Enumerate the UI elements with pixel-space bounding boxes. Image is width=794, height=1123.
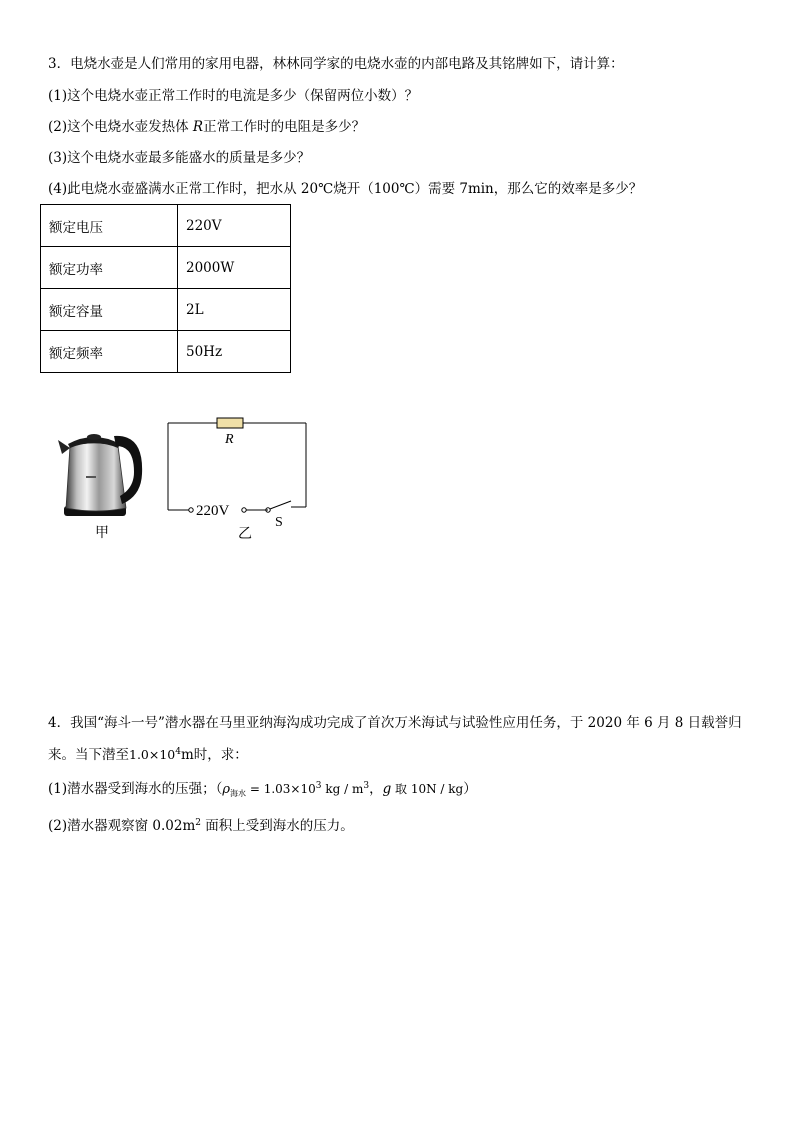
q3-part2-var: R bbox=[192, 119, 204, 135]
source-terminal-left bbox=[189, 508, 193, 512]
table-cell-label: 额定频率 bbox=[41, 331, 178, 373]
q3-part3: (3)这个电烧水壶最多能盛水的质量是多少？ bbox=[48, 150, 311, 166]
q4-density-unit: kg / m bbox=[321, 782, 364, 796]
nameplate-table bbox=[40, 204, 291, 373]
q4-intro-2c: m时，求： bbox=[181, 747, 248, 763]
table-cell-value: 2000W bbox=[178, 247, 291, 289]
circuit-diagram bbox=[160, 410, 320, 530]
figure-a-caption: 甲 bbox=[95, 525, 109, 541]
q4-depth-exponent: 4 bbox=[175, 747, 181, 757]
rho-subscript: 海水 bbox=[230, 789, 247, 798]
resistor-symbol bbox=[217, 418, 243, 428]
q4-intro-line2 bbox=[48, 746, 248, 764]
table-cell-value: 2L bbox=[178, 289, 291, 331]
kettle-image bbox=[56, 424, 148, 524]
q3-part2 bbox=[48, 118, 365, 136]
source-terminal-right bbox=[242, 508, 246, 512]
q4-unit-exponent: 3 bbox=[363, 781, 370, 791]
q4-part2-a: (2)潜水器观察窗 0.02m bbox=[48, 818, 196, 834]
source-label: 220V bbox=[196, 503, 230, 519]
q4-intro-2a: 来。当下潜至 bbox=[48, 747, 129, 763]
table-cell-label: 额定电压 bbox=[41, 205, 178, 247]
g-symbol: g bbox=[382, 781, 392, 797]
q4-density-value: = 1.03×10 bbox=[246, 782, 316, 796]
q4-intro-line1: 4．我国“海斗一号”潜水器在马里亚纳海沟成功完成了首次万米海试与试验性应用任务，于 2020 年 6 月 8 日载誉归 bbox=[48, 715, 742, 731]
switch-blade bbox=[270, 501, 291, 509]
q4-part1 bbox=[48, 780, 477, 799]
q3-part4: (4)此电烧水壶盛满水正常工作时，把水从 20℃烧开（100℃）需要 7min，那么它的效率是多少？ bbox=[48, 181, 643, 197]
table-row bbox=[41, 289, 291, 331]
q4-density-exponent: 3 bbox=[315, 781, 322, 791]
q4-part2-b: 面积上受到海水的压力。 bbox=[201, 818, 354, 834]
table-cell-value: 220V bbox=[178, 205, 291, 247]
q4-part1-a: (1)潜水器受到海水的压强；（ bbox=[48, 781, 223, 797]
q3-part2-b: 正常工作时的电阻是多少？ bbox=[203, 119, 366, 135]
rho-symbol: ρ bbox=[222, 782, 231, 797]
table-row bbox=[41, 331, 291, 373]
q4-part1-sep: ， bbox=[369, 781, 383, 797]
resistor-label: R bbox=[225, 432, 234, 447]
q4-part2 bbox=[48, 817, 354, 835]
q3-intro: 3．电烧水壶是人们常用的家用电器，林林同学家的电烧水壶的内部电路及其铭牌如下，请计算： bbox=[48, 56, 624, 72]
q4-part1-close: ） bbox=[463, 781, 477, 797]
table-cell-label: 额定容量 bbox=[41, 289, 178, 331]
table-cell-value: 50Hz bbox=[178, 331, 291, 373]
table-row bbox=[41, 205, 291, 247]
switch-label: S bbox=[275, 515, 283, 530]
figure-b-caption: 乙 bbox=[238, 526, 252, 542]
table-row bbox=[41, 247, 291, 289]
q3-part2-a: (2)这个电烧水壶发热体 bbox=[48, 119, 193, 135]
q3-part1: (1)这个电烧水壶正常工作时的电流是多少（保留两位小数）？ bbox=[48, 88, 419, 104]
q4-area-exponent: 2 bbox=[195, 818, 202, 828]
q4-g-value: 取 10N / kg bbox=[391, 782, 464, 796]
q4-depth-value: 1.0×10 bbox=[129, 747, 176, 762]
table-cell-label: 额定功率 bbox=[41, 247, 178, 289]
